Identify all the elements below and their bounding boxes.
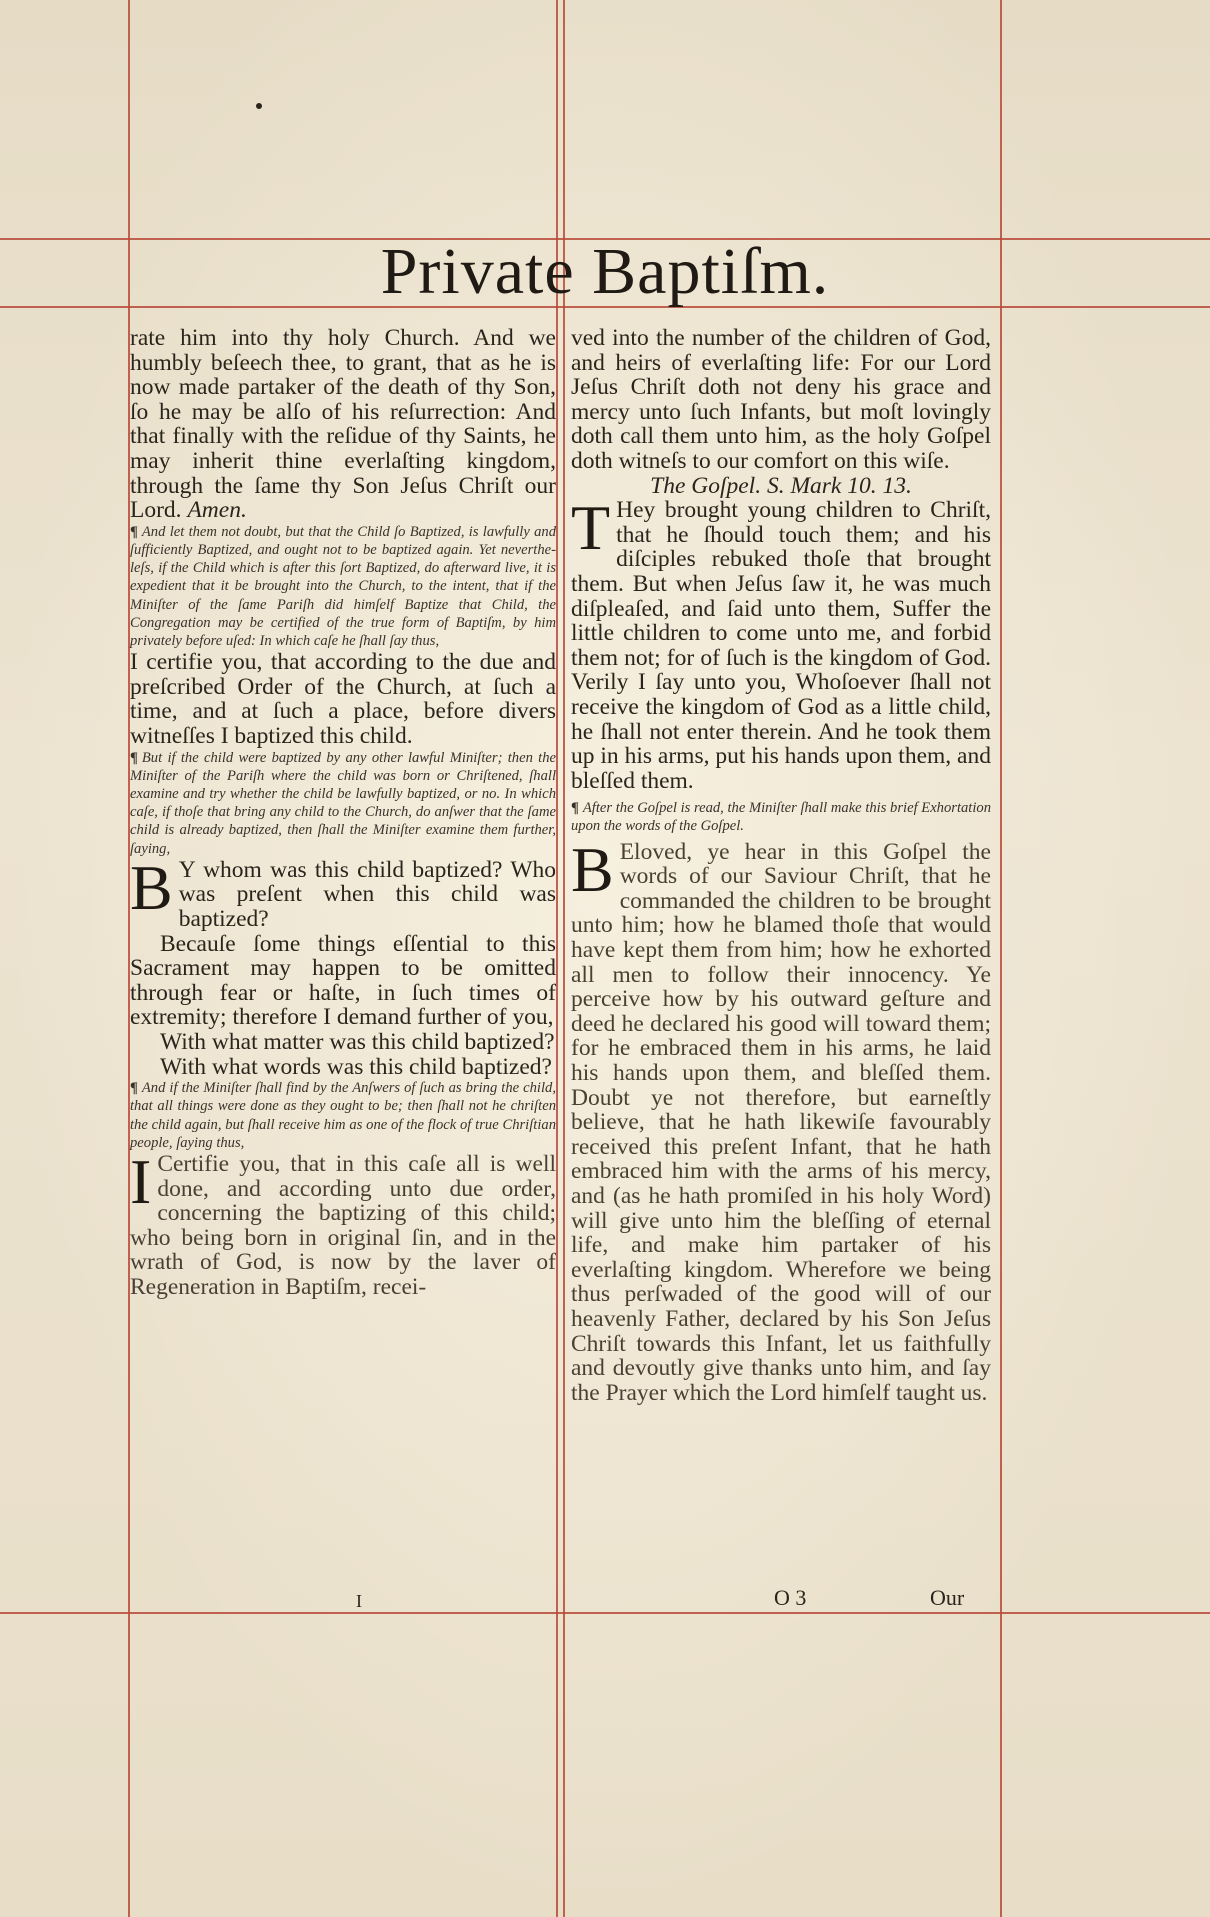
pilcrow-icon: ¶ xyxy=(130,523,138,540)
pilcrow-icon: ¶ xyxy=(130,749,138,766)
text-bottom-rule xyxy=(0,1612,1210,1614)
drop-cap: B xyxy=(130,851,173,923)
drop-cap: T xyxy=(571,492,611,564)
paragraph: B Eloved, ye hear in this Goſpel the words of our Saviour Chriſt, that he commanded the children to be brought unto him; how he blamed thoſe that would have kept them from him; how he exhorted all men to follow their innocency. Ye perceive how by his outward geſture and deed he declared his good will toward them; for he embraced them in his arms, he laid his hands upon them, and bleſſed them. Doubt ye not therefore, but earneſtly believe, that he hath likewiſe favourably received this preſent Infant, that he hath embraced him with the arms of his mercy, and (as he hath promiſed in his holy Word) will give unto him the bleſſing of eternal life, and make him partaker of his everlaſting kingdom. Wherefore we being thus perſwaded of the good will of our heavenly Father, declared by his Son Jeſus Chriſt towards this Infant, let us faithfully and devoutly give thanks unto him, and ſay the Prayer which the Lord himſelf taught us. xyxy=(571,833,991,1406)
paragraph: T Hey brought young children to Chriſt, that he ſhould touch them; and his diſciples rebuked thoſe that brought them. But when Jeſus ſaw it, he was much diſpleaſed, and ſaid unto them, Suffer the little children to come unto me, and forbid them not; for of ſuch is the kingdom of God. Verily I ſay unto you, Whoſoever ſhall not receive the kingdom of God as a little child, he ſhall not enter therein. And he took them up in his arms, put his hands upon them, and bleſſed them. xyxy=(571,492,991,794)
paragraph: Becauſe ſome things eſſential to this Sacrament may happen to be omitted through fear or haſte, in ſuch times of extremity; therefore I demand further of you, xyxy=(130,930,556,1031)
gospel-heading: The Goſpel. S. Mark 10. 13. xyxy=(650,472,912,499)
rubric: ¶ And if the Miniſter ſhall find by the Anſwers of ſuch as bring the child, that all things were done as they ought to be; then ſhall not he chriſten the child again, but ſhall receive him as one of the flock of true Chriſtian people, ſaying thus, xyxy=(130,1080,556,1151)
paragraph: ved into the number of the children of God, and heirs of everlaſting life: For our Lord Jeſus Chriſt doth not deny his grace and mercy unto ſuch Infants, but moſt lovingly doth call them unto him, as the holy Goſpel doth witneſs to our comfort on this wiſe. xyxy=(571,325,991,474)
drop-cap: B xyxy=(571,833,614,905)
paragraph: B Y whom was this child baptized? Who was preſent when this child was baptized? xyxy=(130,851,556,932)
paragraph: I certifie you, that according to the due and preſcribed Order of the Church, at ſuch a time, and at ſuch a place, before divers witneſſes I baptized this child. xyxy=(130,649,556,749)
paragraph: I Certifie you, that in this caſe all is well done, and according unto due order, concerning the baptizing of this child; who being born in original ſin, and in the wrath of God, is now by the laver of Regeneration in Baptiſm, recei- xyxy=(130,1145,556,1300)
signature-mark: I xyxy=(356,1591,362,1611)
catchword: Our xyxy=(930,1585,965,1610)
page-title: Private Baptiſm. xyxy=(380,235,830,308)
right-column xyxy=(571,326,991,1405)
rubric: ¶ And let them not doubt, but that the Child ſo Baptized, is lawfully and ſufficiently Baptized, and ought not to be baptized again. Yet nevertheleſs, if the Child which is after this ſort Baptized, do afterward live, it is expedient that it be brought into the Church, to the intent, that if the Miniſter of the ſame Pariſh did himſelf Baptize that Child, the Congregation may be certified of the true form of Baptiſm, by him privately before uſed: In which caſe he ſhall ſay thus, xyxy=(130,523,556,649)
paragraph: With what matter was this child baptized? xyxy=(160,1028,555,1055)
ink-spot xyxy=(256,103,262,109)
drop-cap: I xyxy=(130,1145,152,1217)
pilcrow-icon: ¶ xyxy=(130,1080,138,1097)
signature-mark: O 3 xyxy=(774,1585,807,1610)
paragraph: With what words was this child baptized? xyxy=(160,1053,552,1080)
rubric: ¶ After the Goſpel is read, the Miniſter ſhall make this brief Exhortation upon the words of the Goſpel. xyxy=(571,800,991,835)
paragraph: rate him into thy holy Church. And we humbly beſeech thee, to grant, that as he is now made partaker of the death of thy Son, ſo he may be alſo of his reſurrection: And that finally with the reſidue of thy Saints, he may inherit thine everlaſting kingdom, through the ſame thy Son Jeſus Chriſt our Lord. Amen. xyxy=(130,325,556,524)
rubric: ¶ But if the child were baptized by any other lawful Miniſter; then the Miniſter of the Pariſh where the child was born or Chriſtened, ſhall examine and try whether the child be lawfully baptized, or no. In which caſe, if thoſe that bring any child to the Church, do anſwer that the ſame child is already baptized, then ſhall the Miniſter examine them further, ſaying, xyxy=(130,749,556,857)
pilcrow-icon: ¶ xyxy=(571,800,579,817)
left-column xyxy=(130,326,556,1299)
